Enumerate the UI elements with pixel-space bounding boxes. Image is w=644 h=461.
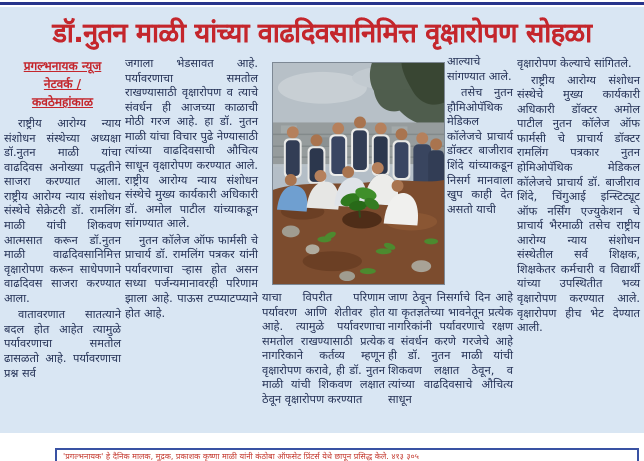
paragraph: नुतन कॉलेज ऑफ फार्मसी चे प्राचार्य डॉ. रामलिंग पत्रकर यांनी पर्यावरणाचा ऱ्हास होत असन सध्या पर्जन्यमानावरही परिणाम झाला आहे. पाऊस टप्प्याटप्प्याने होत आहे. [125,233,258,320]
footer-imprint: 'प्रगल्भनायक' हे दैनिक मालक, मुद्रक, प्रकाशक कृष्णा माळी यांनी कंठोबा ऑफसेट प्रिंटर्स येथे छापून प्रसिद्ध केले. ४१३ ३०५ [55,448,639,461]
article-column-5 [517,57,640,338]
article-column-2 [125,57,258,323]
tree-plantation-photo-art [273,63,444,284]
paragraph: जगाला भेडसावत आहे. पर्यावरणाचा समतोल राखण्यासाठी वृक्षारोपण व त्याचे संवर्धन ही आजच्या काळाची मोठी गरज आहे. हा डॉ. नुतन माळी यांचा विचार पुढे नेण्यासाठी त्यांच्या वाढदिवसाची औचित्य साधून वृक्षारोपण करण्यात आले. राष्ट्रीय आरोग्य न्याय संशोधन संस्थेचे मुख्य कार्यकारी अधिकारी डॉ. अमोल पाटील यांच्याकडून सांगण्यात आले. [125,57,259,231]
byline [4,57,121,111]
byline-line: नेटवर्क / [43,77,82,91]
paragraph: तसेच नुतन हौमिओपॅथिक मेडिकल कॉलेजचे प्राचार्य डॉक्टर बाजीराव शिंदे यांच्याकडून निसर्ग मानवाला खुप काही देत असतो याची [447,86,513,216]
paragraph: राष्ट्रीय आरोग्य न्याय संशोधन संस्थेच्या अध्यक्षा डॉ.नुतन माळी यांचा वाढदिवस अनोख्या पद्धतीने साजरा करण्यात आला. राष्ट्रीय आरोग्य न्याय संशोधन संस्थेचे सेक्रेटरी डॉ. रामलिंग माळी यांची शिकवण आत्मसात करून डॉ.नुतन माळी वाढदिवसानिमित्त वृक्षारोपण करून साधेपणाने वाढदिवस साजरा करण्यात आला. [4,117,121,305]
article-column-4-bottom [388,291,513,410]
article-column-3 [262,291,385,410]
byline-line: कवठेमहांकाळ [32,95,93,109]
paragraph: आल्याचे सांगण्यात आले. [447,55,512,83]
top-rule [0,2,644,5]
article-column-1 [4,57,121,383]
paragraph: वातावरणात सातत्याने बदल होत आहेत त्यामुळे पर्यावरणाचा समतोल ढासळतो आहे. पर्यावरणाचा प्रश्न सर्व [4,308,121,380]
paragraph: वृक्षारोपण केल्याचे सांगितले. [517,57,632,70]
paragraph: राष्ट्रीय आरोग्य संशोधन संस्थेचे मुख्य कार्यकारी अधिकारी डॉक्टर अमोल पाटील नुतन कॉलेज ऑफ फार्मसी चे प्राचार्य डॉक्टर रामलिंग पत्रकार नुतन होमिओपॅथिक मेडिकल कॉलेजचे प्राचार्य डॉ. बाजीराव शिंदे, चिंगुआई इन्स्टिट्यूट ऑफ नर्सिंग एज्युकेशन चे प्राचार्य भैरमाळी तसेच राष्ट्रीय आरोग्य न्याय संशोधन संस्थेतील सर्व शिक्षक, शिक्षकेतर कर्मचारी व विद्यार्थी यांच्या उपस्थितीत भव्य वृक्षारोपण करण्यात आले. वृक्षारोपण हीच भेट देण्यात आली. [517,73,640,335]
article-column-4-top [447,55,513,219]
paragraph: याचा विपरीत परिणाम पर्यावरण आणि शेतीवर होत आहे. त्यामुळे पर्यावरणाचा समतोल राखण्यासाठी प्रत्येक नागरिकाने कर्तव्य म्हणून वृक्षारोपण करावे, ही डॉ. नुतन माळी यांची शिकवण लक्षात ठेवून वृक्षारोपण करण्यात [262,291,385,406]
byline-line: प्रगल्भनायक न्यूज [23,59,102,73]
paragraph: जाण ठेवून निसर्गाचे दिन आहे या कृतज्ञतेच्या भावनेतून प्रत्येक नागरिकांनी पर्यावरणाचे रक्षण व संवर्धन करणे गरजेचे आहे ही डॉ. नुतन माळी यांची शिकवण लक्षात ठेवून, व त्यांच्या वाढदिवसाचे औचित्य साधून [388,291,513,406]
tree-plantation-photo [272,62,445,285]
article-headline: डॉ.नुतन माळी यांच्या वाढदिवसानिमित्त वृक्षारोपण सोहळा [52,17,592,49]
